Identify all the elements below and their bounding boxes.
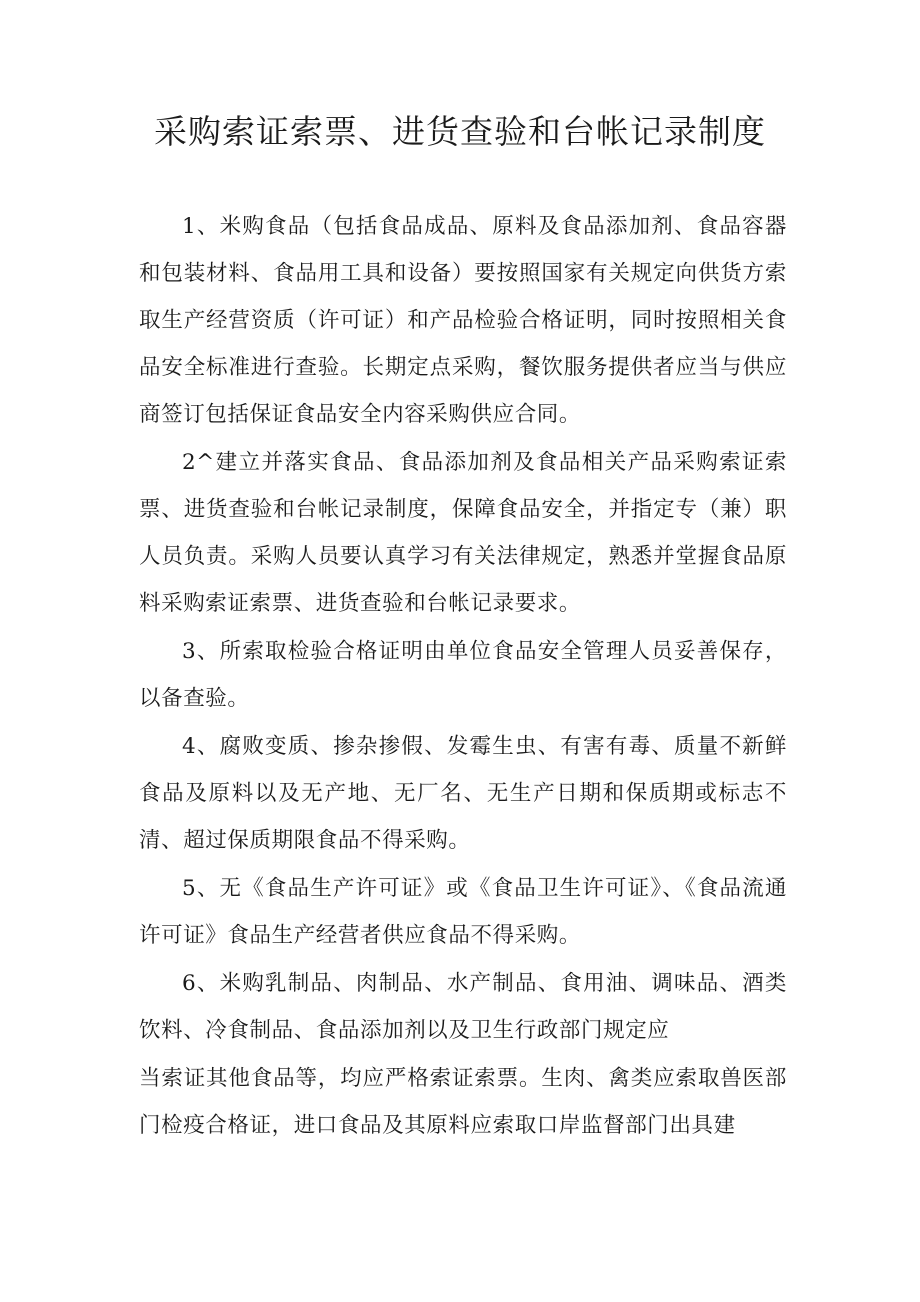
paragraph-2: 2^建立并落实食品、食品添加剂及食品相关产品采购索证索票、进货查验和台帐记录制度，保障食品安全，并指定专（兼）职人员负责。采购人员要认真学习有关法律规定，熟悉并堂握食品原料采购索证索票、进货查验和台帐记录要求。 — [139, 450, 787, 616]
paragraph-5: 5、无《食品生产许可证》或《食品卫生许可证》、《食品流通许可证》食品生产经营者供应食品不得采购。 — [139, 876, 787, 948]
document-title: 采购索证索票、进货查验和台帐记录制度 — [154, 112, 766, 151]
paragraph-1: 1、米购食品（包括食品成品、原料及食品添加剂、食品容器和包装材料、食品用工具和设备）要按照国家有关规定向供货方索取生产经营资质（许可证）和产品检验合格证明，同时按照相关食品安全标准进行查验。长期定点采购，餐饮服务提供者应当与供应商签订包括保证食品安全内容采购供应合同。 — [139, 214, 787, 427]
paragraph-6-continued: 当索证其他食品等，均应严格索证索票。生肉、禽类应索取兽医部门检疫合格证，进口食品及其原料应索取口岸监督部门出具建 — [139, 1066, 787, 1138]
paragraph-6: 6、米购乳制品、肉制品、水产制品、食用油、调味品、酒类饮料、冷食制品、食品添加剂以及卫生行政部门规定应 — [139, 971, 787, 1043]
paragraph-3: 3、所索取检验合格证明由单位食品安全管理人员妥善保存，以备查验。 — [139, 639, 787, 711]
document-body — [139, 203, 787, 1149]
paragraph-4: 4、腐败变质、掺杂掺假、发霉生虫、有害有毒、质量不新鲜食品及原料以及无产地、无厂名、无生产日期和保质期或标志不清、超过保质期限食品不得采购。 — [139, 734, 787, 853]
